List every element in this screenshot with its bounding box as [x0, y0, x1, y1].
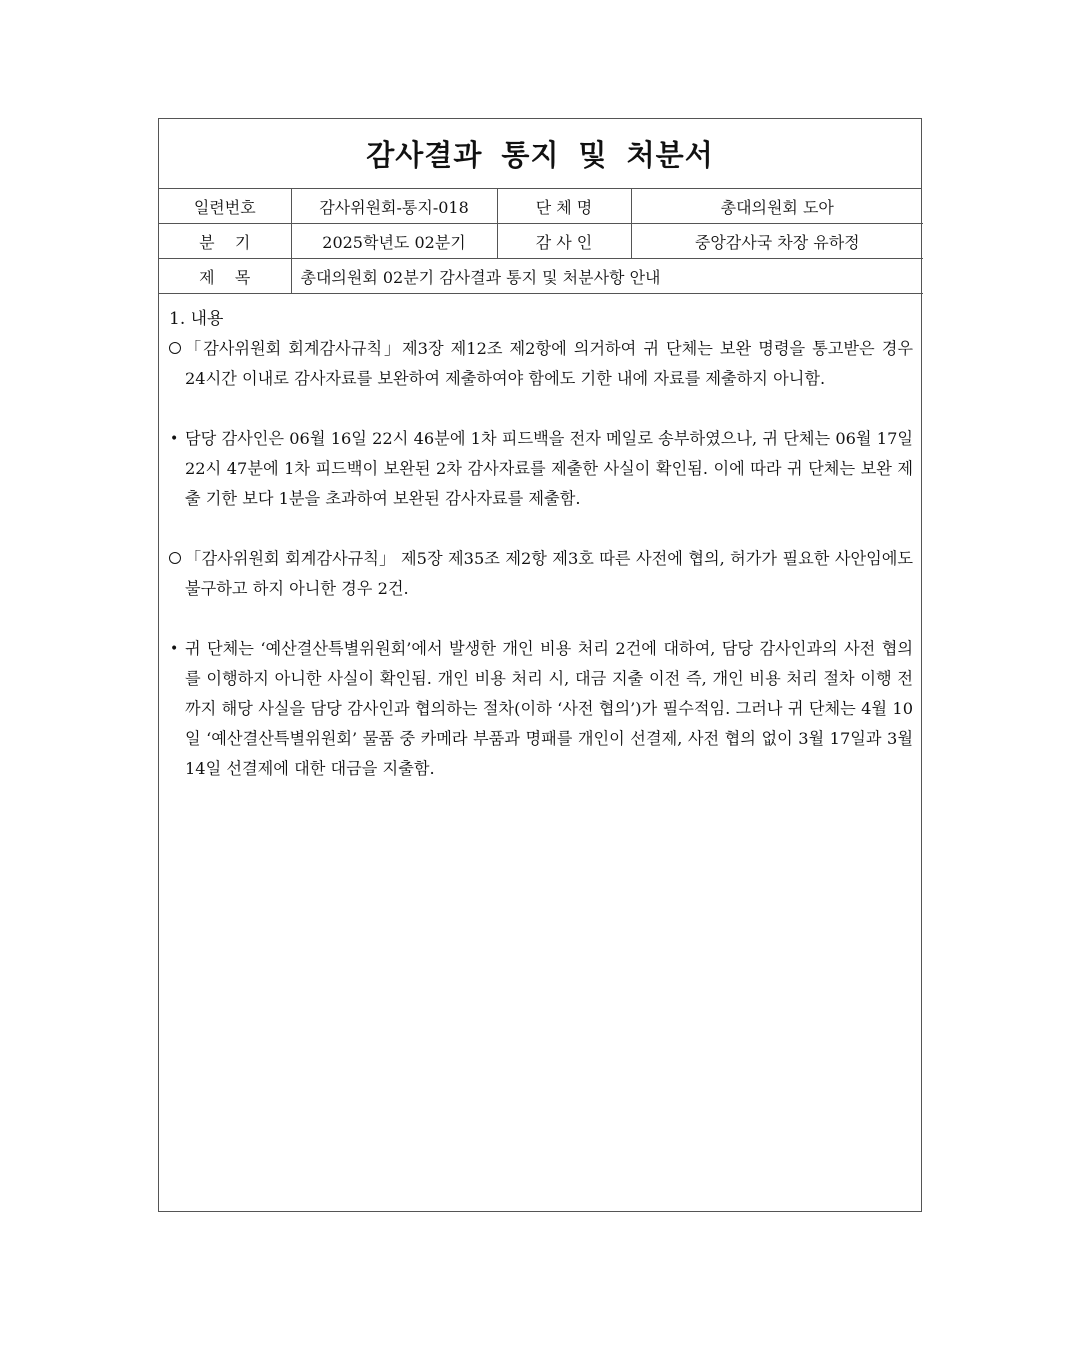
- content-item-text: 담당 감사인은 06월 16일 22시 46분에 1차 피드백을 전자 메일로 송부하였으나, 귀 단체는 06월 17일 22시 47분에 1차 피드백이 보완된 2차 감사자료를 제출한 사실이 확인됨. 이에 따라 귀 단체는 보완 제출 기한 보다 1분을 초과하여 보완된 감사자료를 제출함.: [185, 429, 913, 508]
- content-item-1: [167, 334, 913, 394]
- subject-value: 총대의원회 02분기 감사결과 통지 및 처분사항 안내: [291, 259, 923, 294]
- org-value: 총대의원회 도아: [631, 189, 923, 224]
- quarter-label: 분 기: [159, 224, 291, 259]
- content-item-3: [167, 544, 913, 604]
- content-item-text: 귀 단체는 ‘예산결산특별위원회’에서 발생한 개인 비용 처리 2건에 대하여, 담당 감사인과의 사전 협의를 이행하지 아니한 사실이 확인됨. 개인 비용 처리 시, 대금 지출 이전 즉, 개인 비용 처리 절차 이행 전까지 해당 사실을 담당 감사인과 협의하는 절차(이하 ‘사전 협의’)가 필수적임. 그러나 귀 단체는 4월 10일 ‘예산결산특별위원회’ 물품 중 카메라 부품과 명패를 개인이 선결제, 사전 협의 없이 3월 17일과 3월 14일 선결제에 대한 대금을 지출함.: [185, 639, 913, 778]
- content-item-text: 「감사위원회 회계감사규칙」제3장 제12조 제2항에 의거하여 귀 단체는 보완 명령을 통고받은 경우 24시간 이내로 감사자료를 보완하여 제출하여야 함에도 기한 내에 자료를 제출하지 아니함.: [185, 339, 913, 388]
- dot-bullet-icon: •: [170, 641, 179, 657]
- dot-bullet-icon: •: [170, 431, 179, 447]
- subject-label: 제 목: [159, 259, 291, 294]
- auditor-label: 감 사 인: [497, 224, 631, 259]
- quarter-value: 2025학년도 02분기: [291, 224, 497, 259]
- title-row: [159, 119, 921, 189]
- meta-row-quarter: [159, 224, 923, 259]
- serial-label: 일련번호: [159, 189, 291, 224]
- section-heading: 1. 내용: [169, 309, 224, 329]
- auditor-value: 중앙감사국 차장 유하정: [631, 224, 923, 259]
- meta-row-serial: [159, 189, 923, 224]
- disposition-document: [158, 118, 922, 1212]
- meta-row-subject: [159, 259, 923, 294]
- content-item-4: [167, 634, 913, 784]
- meta-table: [159, 189, 923, 294]
- circle-bullet-icon: [167, 544, 183, 574]
- content-item-text: 「감사위원회 회계감사규칙」 제5장 제35조 제2항 제3호 따른 사전에 협의, 허가가 필요한 사안임에도 불구하고 하지 아니한 경우 2건.: [185, 549, 913, 598]
- org-label: 단 체 명: [497, 189, 631, 224]
- document-title: 감사결과 통지 및 처분서: [366, 138, 714, 172]
- circle-bullet-icon: [167, 334, 183, 364]
- serial-value: 감사위원회-통지-018: [291, 189, 497, 224]
- content-item-2: [167, 424, 913, 514]
- content-body: [159, 294, 921, 784]
